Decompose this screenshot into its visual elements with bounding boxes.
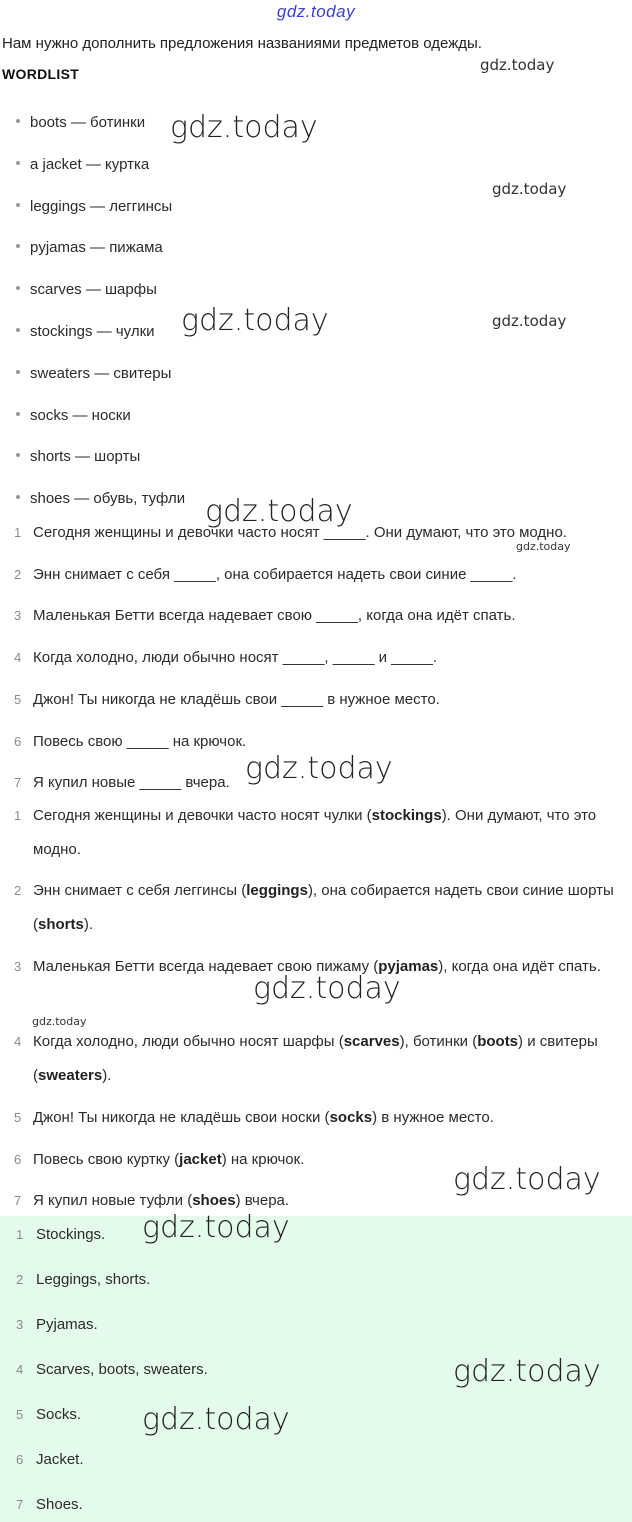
item-text: Leggings, shorts. <box>36 1271 151 1288</box>
wordlist-item <box>16 239 163 256</box>
watermark-text: gdz.today <box>516 540 571 553</box>
item-number: 4 <box>16 1362 24 1377</box>
item-number: 6 <box>16 1452 24 1467</box>
text-fragment: ). <box>83 916 94 933</box>
wordlist-text: shoes — обувь, туфли <box>30 490 186 508</box>
text-fragment: ), когда она идёт спать. <box>438 958 601 975</box>
bullet-icon <box>16 203 20 207</box>
watermark-text: gdz.today <box>142 1402 290 1437</box>
keyword: boots <box>477 1033 519 1050</box>
wordlist-item <box>16 407 131 424</box>
watermark-text: gdz.today <box>492 312 567 330</box>
bullet-icon <box>16 286 20 290</box>
item-text: Джон! Ты никогда не кладёшь свои _____ в нужное место. <box>33 690 440 708</box>
item-text <box>33 874 623 942</box>
wordlist-text: shorts — шорты <box>30 448 141 466</box>
wordlist-item <box>16 448 140 465</box>
wordlist-item <box>16 365 171 382</box>
text-fragment: Я купил новые туфли ( <box>33 1192 193 1209</box>
item-number: 1 <box>14 808 22 823</box>
wordlist-text: leggings — леггинсы <box>30 197 173 215</box>
text-fragment: ), ботинки ( <box>399 1033 478 1050</box>
keyword: leggings <box>246 882 308 899</box>
item-text: Socks. <box>36 1406 82 1423</box>
text-fragment: ). <box>102 1067 112 1084</box>
text-fragment: Энн снимает с себя леггинсы ( <box>33 882 247 899</box>
item-number: 6 <box>14 733 22 749</box>
item-number: 4 <box>14 650 22 666</box>
item-number: 3 <box>14 608 22 624</box>
text-fragment: ) в нужное место. <box>372 1109 494 1126</box>
item-number: 7 <box>14 775 22 791</box>
keyword: stockings <box>371 807 442 824</box>
watermark-text: gdz.today <box>142 1210 290 1245</box>
item-text: Я купил новые _____ вчера. <box>33 774 230 792</box>
wordlist-text: stockings — чулки <box>30 323 155 340</box>
item-number: 7 <box>14 1193 22 1208</box>
bullet-icon <box>16 370 20 374</box>
item-text: Scarves, boots, sweaters. <box>36 1361 208 1378</box>
text-fragment: Повесь свою куртку ( <box>33 1151 180 1168</box>
watermark-text: gdz.today <box>253 971 401 1006</box>
bullet-icon <box>16 161 20 165</box>
wordlist-item <box>16 156 149 173</box>
item-text: Энн снимает с себя _____, она собирается надеть свои синие _____. <box>33 565 517 583</box>
wordlist-item <box>16 490 185 507</box>
item-number: 2 <box>14 566 22 582</box>
watermark-text: gdz.today <box>205 494 353 529</box>
bullet-icon <box>16 412 20 416</box>
item-text: Маленькая Бетти всегда надевает свою _____, когда она идёт спать. <box>33 607 516 625</box>
item-number: 2 <box>16 1272 24 1287</box>
text-fragment: Когда холодно, люди обычно носят шарфы ( <box>33 1033 344 1050</box>
item-number: 3 <box>16 1317 24 1332</box>
watermark-text: gdz.today <box>453 1162 601 1197</box>
text-fragment: ) и свитеры ( <box>33 1033 598 1084</box>
text-fragment: ) вчера. <box>235 1192 290 1209</box>
bullet-icon <box>16 328 20 332</box>
wordlist-text: pyjamas — пижама <box>30 239 163 257</box>
watermark-text: gdz.today <box>181 303 329 338</box>
keyword: shorts <box>38 916 84 933</box>
text-fragment: Джон! Ты никогда не кладёшь свои носки ( <box>33 1109 330 1126</box>
keyword: scarves <box>343 1033 400 1050</box>
item-text: Когда холодно, люди обычно носят _____, _____ и _____. <box>33 649 438 667</box>
wordlist-text: boots — ботинки <box>30 114 146 131</box>
task-intro: Нам нужно дополнить предложения названиями предметов одежды. <box>2 35 482 52</box>
keyword: shoes <box>192 1192 236 1209</box>
keyword: socks <box>329 1109 373 1126</box>
item-text: Stockings. <box>36 1226 106 1243</box>
watermark-text: gdz.today <box>453 1354 601 1389</box>
watermark-text: gdz.today <box>245 751 393 786</box>
item-text: Сегодня женщины и девочки часто носят _____. Они думают, что это модно. <box>33 524 567 541</box>
text-fragment: ) на крючок. <box>221 1151 305 1168</box>
bullet-icon <box>16 453 20 457</box>
text-fragment: ). Они думают, что это модно. <box>33 807 597 858</box>
item-text <box>33 799 623 867</box>
item-number: 7 <box>16 1497 24 1512</box>
wordlist-text: scarves — шарфы <box>30 281 157 299</box>
item-number: 5 <box>16 1407 24 1422</box>
item-text: Pyjamas. <box>36 1316 98 1333</box>
item-text <box>33 1101 623 1135</box>
item-number: 5 <box>14 691 22 707</box>
wordlist-item <box>16 198 172 215</box>
item-text: Shoes. <box>36 1496 83 1513</box>
keyword: sweaters <box>38 1067 103 1084</box>
item-number: 1 <box>16 1227 24 1242</box>
wordlist-title: WORDLIST <box>2 66 80 82</box>
item-number: 1 <box>14 525 22 540</box>
keyword: pyjamas <box>378 958 439 975</box>
text-fragment: Маленькая Бетти всегда надевает свою пижаму ( <box>33 958 379 975</box>
wordlist-text: sweaters — свитеры <box>30 364 172 382</box>
wordlist-text: a jacket — куртка <box>30 155 150 173</box>
wordlist-item <box>16 114 145 131</box>
watermark-text: gdz.today <box>492 180 567 198</box>
watermark-text: gdz.today <box>170 110 318 145</box>
item-number: 4 <box>14 1034 22 1049</box>
item-number: 2 <box>14 883 22 898</box>
text-fragment: Сегодня женщины и девочки часто носят чулки ( <box>33 807 372 824</box>
site-logo[interactable]: gdz.today <box>276 2 356 21</box>
bullet-icon <box>16 244 20 248</box>
bullet-icon <box>16 119 20 123</box>
wordlist-text: socks — носки <box>30 406 131 424</box>
watermark-text: gdz.today <box>32 1015 87 1028</box>
item-text: Повесь свою _____ на крючок. <box>33 732 247 750</box>
keyword: jacket <box>179 1151 222 1168</box>
item-number: 5 <box>14 1110 22 1125</box>
wordlist-item <box>16 323 155 340</box>
item-text <box>33 1025 623 1093</box>
item-number: 6 <box>14 1152 22 1167</box>
wordlist-item <box>16 281 157 298</box>
watermark-text: gdz.today <box>480 56 555 74</box>
text-fragment: ), она собирается надеть свои синие шорты ( <box>33 882 614 933</box>
item-number: 3 <box>14 959 22 974</box>
bullet-icon <box>16 495 20 499</box>
item-text: Jacket. <box>36 1451 84 1468</box>
